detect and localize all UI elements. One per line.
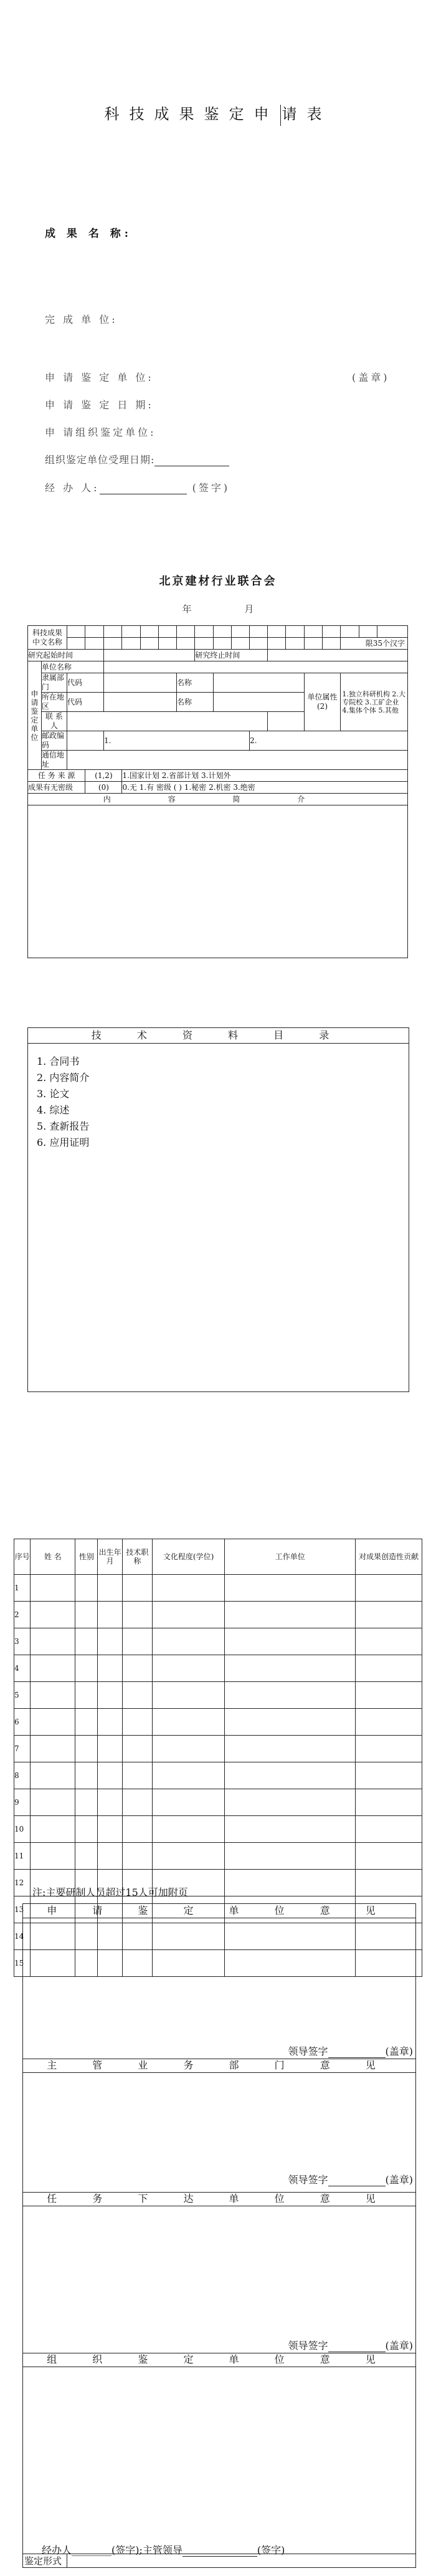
row-index: 7 — [14, 1736, 31, 1762]
cell[interactable] — [356, 1709, 422, 1736]
cell[interactable] — [98, 1682, 123, 1709]
end-time-label: 研究终止时间 — [195, 650, 268, 661]
form-title: 科技成果鉴定申 请表 — [0, 102, 436, 126]
cell[interactable] — [152, 1843, 224, 1870]
competent-dept-opinion-heading: 主 管 业 务 部 门 意 见 — [23, 2059, 415, 2073]
cell[interactable] — [356, 1602, 422, 1628]
name-cell[interactable] — [231, 638, 249, 650]
cell[interactable] — [98, 1709, 123, 1736]
handler-sign: 经办人________(签字);主管领导 (签字) — [42, 2544, 285, 2556]
dept-name-label: 名称 — [176, 673, 213, 693]
text-cursor — [280, 105, 281, 126]
row-index: 6 — [14, 1709, 31, 1736]
start-time-label: 研究起始时间 — [28, 650, 104, 661]
unit-attr-label: 单位属性(2) — [304, 673, 341, 731]
phone-2-field[interactable]: 2. — [250, 731, 408, 751]
cn-name-label: 科技成果中文名称 — [28, 626, 67, 650]
table-row — [14, 1575, 422, 1602]
cell[interactable] — [225, 1628, 356, 1655]
catalog-item: 3. 论文 — [37, 1088, 70, 1100]
cell[interactable] — [152, 1762, 224, 1789]
cell[interactable] — [75, 1843, 98, 1870]
region-code-field[interactable] — [103, 693, 176, 712]
personnel-note: 注:主要研制人员超过15人可加附页 — [32, 1886, 188, 1898]
cell[interactable] — [98, 1816, 123, 1843]
cell[interactable] — [225, 1843, 356, 1870]
cell[interactable] — [152, 1709, 224, 1736]
cell[interactable] — [75, 1709, 98, 1736]
cell[interactable] — [98, 1736, 123, 1762]
cell[interactable] — [225, 1816, 356, 1843]
name-cell[interactable] — [195, 626, 213, 638]
application-form-table — [27, 625, 408, 958]
address-field[interactable] — [67, 751, 408, 770]
org-unit-label: 申 请组织鉴定单位: — [45, 426, 156, 438]
handler-label: 经 办 人: (签字) — [45, 482, 230, 494]
cell[interactable] — [152, 1682, 224, 1709]
dept-code-label: 代码 — [67, 673, 104, 693]
name-cell[interactable] — [323, 626, 341, 638]
apply-date-label: 申 请 鉴 定 日 期: — [45, 399, 154, 411]
cell[interactable] — [152, 1789, 224, 1816]
cell[interactable] — [122, 1789, 152, 1816]
applying-unit-sign: 领导签字 (盖章) — [288, 2045, 413, 2057]
cell[interactable] — [356, 1762, 422, 1789]
cell[interactable] — [75, 1655, 98, 1682]
cell[interactable] — [356, 1628, 422, 1655]
cell[interactable] — [152, 1575, 224, 1602]
competent-dept-sign: 领导签字 (盖章) — [288, 2174, 413, 2186]
cell[interactable] — [122, 1762, 152, 1789]
name-cell[interactable] — [85, 638, 104, 650]
catalog-item: 1. 合同书 — [37, 1055, 80, 1067]
leader-sign-field-4[interactable] — [182, 2545, 257, 2557]
cell[interactable] — [152, 1602, 224, 1628]
name-cell[interactable] — [359, 626, 377, 638]
cell[interactable] — [98, 1762, 123, 1789]
row-index: 14 — [14, 1923, 31, 1950]
contact-field[interactable] — [67, 712, 268, 731]
cell[interactable] — [122, 1709, 152, 1736]
leader-sign-field-1[interactable] — [328, 2046, 386, 2058]
cell[interactable] — [122, 1816, 152, 1843]
row-index: 10 — [14, 1816, 31, 1843]
applying-unit-label: 申 请 鉴 定 单 位: — [45, 372, 154, 383]
cell[interactable] — [152, 1655, 224, 1682]
name-cell[interactable] — [377, 626, 408, 638]
cell[interactable] — [98, 1843, 123, 1870]
opinions-box — [22, 1903, 416, 2568]
cell[interactable] — [356, 1843, 422, 1870]
region-name-field[interactable] — [213, 693, 304, 712]
region-code-label: 代码 — [67, 693, 104, 712]
catalog-box — [27, 1027, 409, 1392]
cell[interactable] — [98, 1655, 123, 1682]
catalog-item: 2. 内容简介 — [37, 1072, 90, 1084]
name-cell[interactable] — [268, 638, 286, 650]
name-cell[interactable] — [250, 638, 268, 650]
completing-unit-label: 完 成 单 位: — [45, 314, 118, 325]
applicant-label: 申请鉴定单位 — [28, 661, 42, 770]
catalog-list — [28, 1054, 409, 1151]
col-header-gender: 性别 — [75, 1539, 98, 1575]
postcode-label: 邮政编码 — [41, 731, 67, 751]
col-header-title: 技术职称 — [122, 1539, 152, 1575]
name-cell[interactable] — [195, 638, 213, 650]
table-row — [14, 1602, 422, 1628]
leader-sign-field-3[interactable] — [328, 2340, 386, 2352]
address-label: 通信地址 — [41, 751, 67, 770]
col-header-education: 文化程度(学位) — [152, 1539, 224, 1575]
cell[interactable] — [225, 1736, 356, 1762]
secret-options: 0.无 1.有 密级 ( ) 1.秘密 2.机密 3.绝密 — [122, 782, 408, 794]
name-cell[interactable] — [122, 626, 140, 638]
name-cell[interactable] — [304, 638, 322, 650]
catalog-heading: 技 术 资 料 目 录 — [28, 1028, 409, 1044]
catalog-item: 6. 应用证明 — [37, 1137, 90, 1148]
task-unit-opinion-heading: 任 务 下 达 单 位 意 见 — [23, 2192, 415, 2206]
cell[interactable] — [225, 1575, 356, 1602]
unit-attr-options: 1.独立科研机构 2.大专院校 3.工矿企业 4.集体个体 5.其他 — [341, 673, 408, 731]
name-cell[interactable] — [268, 626, 286, 638]
col-header-workplace: 工作单位 — [225, 1539, 356, 1575]
row-index: 5 — [14, 1682, 31, 1709]
cell[interactable] — [31, 1762, 75, 1789]
row-index: 9 — [14, 1789, 31, 1816]
cell[interactable] — [98, 1575, 123, 1602]
name-cell[interactable] — [323, 638, 341, 650]
cell[interactable] — [31, 1816, 75, 1843]
name-cell[interactable] — [140, 626, 158, 638]
cell[interactable] — [225, 1602, 356, 1628]
cell[interactable] — [122, 1843, 152, 1870]
cell[interactable] — [31, 1575, 75, 1602]
cell[interactable] — [356, 1682, 422, 1709]
table-row — [14, 1736, 422, 1762]
name-cell[interactable] — [213, 626, 231, 638]
cell[interactable] — [98, 1789, 123, 1816]
postcode-field[interactable] — [67, 731, 104, 751]
cell[interactable] — [122, 1682, 152, 1709]
name-cell[interactable] — [67, 638, 85, 650]
cell[interactable] — [152, 1816, 224, 1843]
row-index: 12 — [14, 1870, 31, 1896]
cell[interactable] — [356, 1870, 422, 1896]
cell[interactable] — [75, 1789, 98, 1816]
table-row — [14, 1682, 422, 1709]
col-header-index: 序号 — [14, 1539, 31, 1575]
cell[interactable] — [31, 1709, 75, 1736]
end-time-field[interactable] — [268, 650, 408, 661]
table-row — [14, 1762, 422, 1789]
task-source-label: 任 务 来 源 — [28, 770, 85, 782]
cell[interactable] — [75, 1602, 98, 1628]
row-index: 1 — [14, 1575, 31, 1602]
cell[interactable] — [31, 1789, 75, 1816]
cell[interactable] — [122, 1655, 152, 1682]
secret-code: (0) — [85, 782, 122, 794]
cell[interactable] — [98, 1628, 123, 1655]
applying-unit-seal: (盖章) — [352, 372, 390, 383]
org-unit-opinion-heading: 组 织 鉴 定 单 位 意 见 — [23, 2353, 415, 2367]
name-cell[interactable] — [304, 626, 322, 638]
name-cell[interactable] — [213, 638, 231, 650]
cell[interactable] — [356, 1655, 422, 1682]
name-cell[interactable] — [176, 638, 194, 650]
contact-label: 联 系 人 — [41, 712, 67, 731]
name-cell[interactable] — [85, 626, 104, 638]
dept-label: 隶属部门 — [41, 673, 67, 693]
phone-1-field[interactable]: 1. — [103, 731, 249, 751]
row-index: 2 — [14, 1602, 31, 1628]
cell[interactable] — [356, 1736, 422, 1762]
cell[interactable] — [31, 1602, 75, 1628]
name-cell[interactable] — [286, 638, 304, 650]
content-label: 内 容 简 介 — [28, 794, 408, 805]
row-index: 8 — [14, 1762, 31, 1789]
dept-code-field[interactable] — [103, 673, 176, 693]
name-cell[interactable] — [341, 626, 359, 638]
cell[interactable] — [225, 1870, 356, 1896]
row-index: 4 — [14, 1655, 31, 1682]
catalog-item: 4. 综述 — [37, 1104, 70, 1116]
org-name: 北京建材行业联合会 — [159, 575, 277, 588]
cell[interactable] — [122, 1602, 152, 1628]
name-cell[interactable] — [103, 626, 122, 638]
region-name-label: 名称 — [176, 693, 213, 712]
cell[interactable] — [225, 1655, 356, 1682]
cell[interactable] — [152, 1628, 224, 1655]
table-row — [14, 1789, 422, 1816]
name-cell[interactable] — [231, 626, 249, 638]
unit-name-field[interactable] — [103, 661, 407, 673]
leader-sign-field-2[interactable] — [328, 2175, 386, 2186]
region-label: 所在地区 — [41, 693, 67, 712]
cell[interactable] — [122, 1628, 152, 1655]
cell[interactable] — [356, 1575, 422, 1602]
cell[interactable] — [75, 1682, 98, 1709]
row-index: 11 — [14, 1843, 31, 1870]
cell[interactable] — [31, 1843, 75, 1870]
task-options: 1.国家计划 2.省部计划 3.计划外 — [122, 770, 408, 782]
cell[interactable] — [31, 1736, 75, 1762]
cell[interactable] — [225, 1682, 356, 1709]
dept-name-field[interactable] — [213, 673, 304, 693]
row-index: 15 — [14, 1950, 31, 1977]
unit-name-label: 单位名称 — [41, 661, 103, 673]
name-cell[interactable] — [67, 626, 85, 638]
table-row — [14, 1655, 422, 1682]
task-unit-sign: 领导签字 (盖章) — [288, 2340, 413, 2352]
cell[interactable] — [356, 1816, 422, 1843]
cell[interactable] — [31, 1655, 75, 1682]
year-month: 年 月 — [182, 603, 254, 615]
cell[interactable] — [225, 1762, 356, 1789]
handler-field[interactable] — [100, 483, 187, 494]
cell[interactable] — [75, 1575, 98, 1602]
accept-date-field[interactable] — [154, 454, 229, 466]
cell[interactable] — [152, 1736, 224, 1762]
cell[interactable] — [98, 1602, 123, 1628]
cell[interactable] — [122, 1575, 152, 1602]
appraisal-form-label: 鉴定形式 — [24, 2555, 62, 2567]
cell[interactable] — [75, 1762, 98, 1789]
row-index: 3 — [14, 1628, 31, 1655]
col-header-birth: 出生年月 — [98, 1539, 123, 1575]
content-field[interactable] — [28, 805, 408, 958]
cell[interactable] — [75, 1628, 98, 1655]
achievement-name-label: 成 果 名 称: — [45, 228, 133, 240]
col-header-name: 姓 名 — [31, 1539, 75, 1575]
table-row — [14, 1843, 422, 1870]
cell[interactable] — [225, 1789, 356, 1816]
name-cell[interactable] — [158, 626, 176, 638]
cell[interactable] — [225, 1709, 356, 1736]
accept-date-label: 组织鉴定单位受理日期: — [45, 452, 229, 466]
name-cell[interactable] — [286, 626, 304, 638]
cell[interactable] — [31, 1682, 75, 1709]
name-cell[interactable] — [140, 638, 158, 650]
name-cell[interactable] — [158, 638, 176, 650]
cell[interactable] — [75, 1736, 98, 1762]
col-header-contribution: 对成果创造性贡献 — [356, 1539, 422, 1575]
table-row — [14, 1816, 422, 1843]
name-cell[interactable] — [250, 626, 268, 638]
cell[interactable] — [356, 1789, 422, 1816]
table-row — [14, 1628, 422, 1655]
cell[interactable] — [75, 1816, 98, 1843]
catalog-item: 5. 查新报告 — [37, 1120, 90, 1132]
applying-unit-opinion-heading: 申 请 鉴 定 单 位 意 见 — [23, 1904, 415, 1918]
secret-label: 成果有无密级 — [28, 782, 85, 794]
cell[interactable] — [122, 1736, 152, 1762]
start-time-field[interactable] — [103, 650, 194, 661]
row-index: 13 — [14, 1896, 31, 1923]
name-cell[interactable] — [103, 638, 122, 650]
cell[interactable] — [31, 1628, 75, 1655]
table-row — [14, 1709, 422, 1736]
task-code: (1,2) — [85, 770, 122, 782]
name-cell[interactable] — [176, 626, 194, 638]
limit-note: 限35个汉字 — [341, 638, 408, 650]
name-cell[interactable] — [122, 638, 140, 650]
